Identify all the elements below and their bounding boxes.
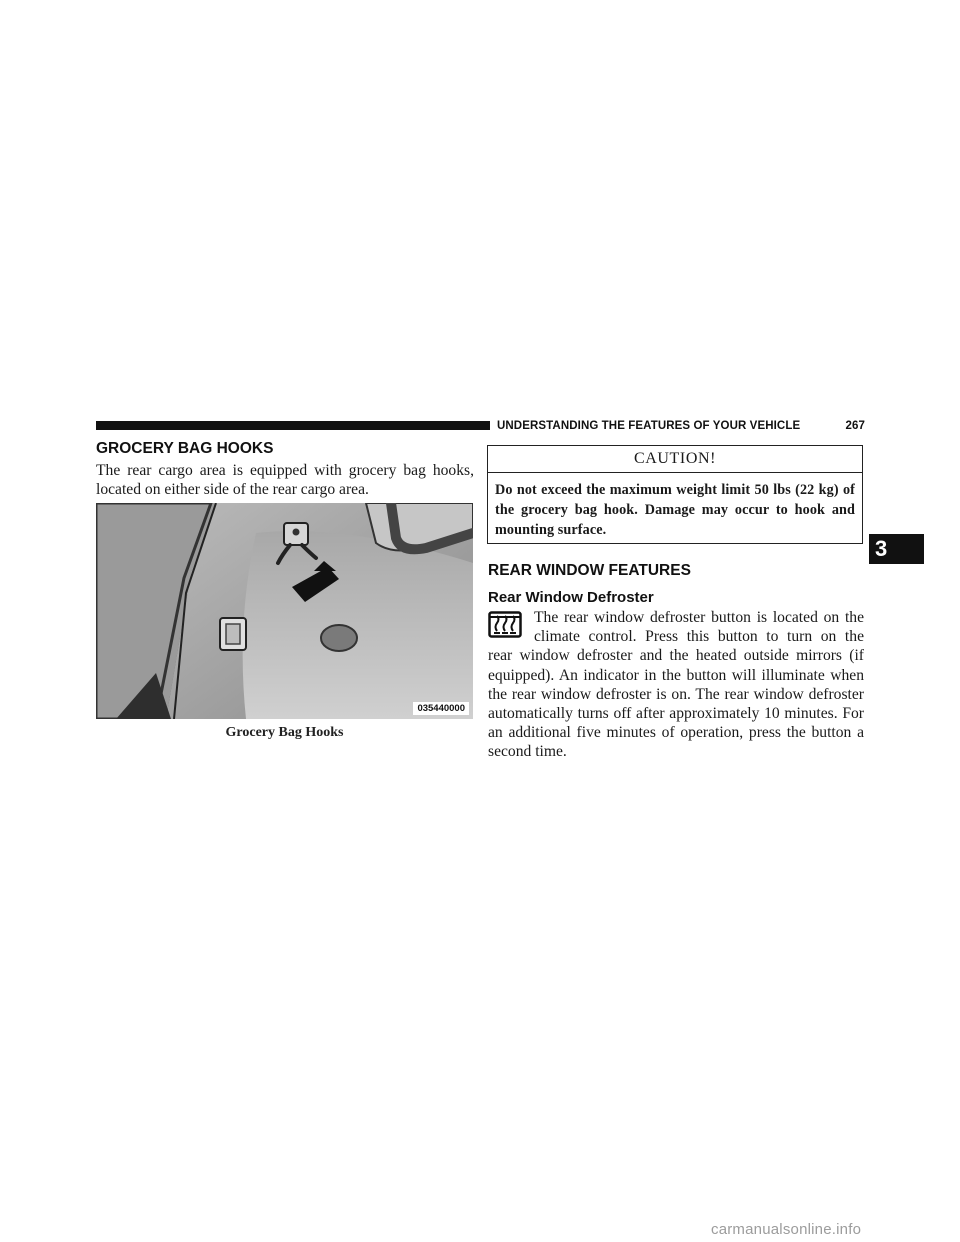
chapter-tab: 3: [869, 534, 924, 564]
header-title: UNDERSTANDING THE FEATURES OF YOUR VEHICLE: [497, 420, 801, 432]
rear-window-defroster-paragraph: [488, 608, 864, 762]
running-header: [497, 419, 865, 433]
caution-text: Do not exceed the maximum weight limit 50 lbs (22 kg) of the grocery bag hook. Damage may occur to hook and mounting surface.: [495, 482, 855, 538]
paragraph-line: climate control. Press this button to turn on the: [534, 628, 864, 646]
cargo-area-illustration: [96, 503, 473, 719]
caution-title: CAUTION!: [488, 446, 862, 473]
figure-id-label: 035440000: [413, 702, 469, 715]
paragraph-line: The rear window defroster button is located on the: [534, 609, 864, 626]
grocery-bag-hooks-paragraph: The rear cargo area is equipped with grocery bag hooks, located on either side of the rear cargo area.: [96, 462, 474, 499]
section-heading-grocery-bag-hooks: GROCERY BAG HOOKS: [96, 440, 274, 457]
subheading-rear-window-defroster: Rear Window Defroster: [488, 589, 654, 606]
page-number: 267: [845, 420, 865, 432]
section-heading-rear-window-features: REAR WINDOW FEATURES: [488, 562, 691, 579]
watermark: carmanualsonline.info: [711, 1221, 862, 1238]
figure-caption: Grocery Bag Hooks: [225, 725, 344, 740]
grocery-bag-hooks-figure: [96, 503, 473, 719]
header-rule: [96, 421, 490, 430]
paragraph-body: rear window defroster and the heated outside mirrors (if equipped). An indicator in the button will illuminate when the rear window defroster is on. The rear window defroster automatically turns off after approximately 10 minutes. For an additional five minutes of operation, press the button a second time.: [488, 647, 864, 761]
caution-box: [487, 445, 863, 544]
